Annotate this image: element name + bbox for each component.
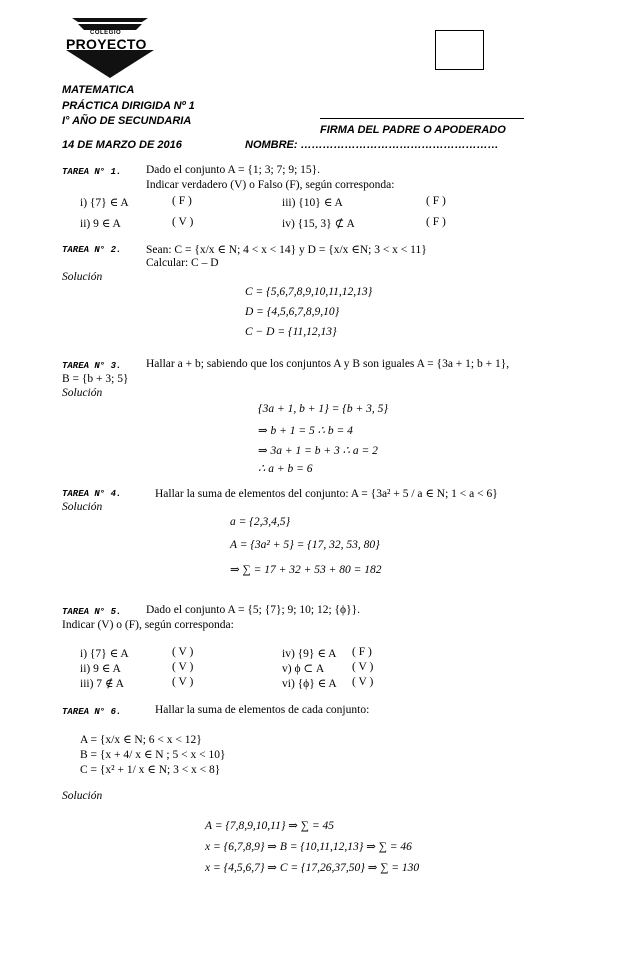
task-6-set-c: C = {x² + 1/ x ∈ N; 3 < x < 8} <box>80 764 221 776</box>
task-1-answer-i: ( F ) <box>172 195 192 207</box>
logo-line1: COLEGIO <box>90 30 122 36</box>
task-1-item-iii: iii) {10} ∈ A <box>282 197 343 209</box>
task-5-answer-i: ( V ) <box>172 646 194 658</box>
task-2-solution-label: Solución <box>62 271 103 283</box>
task-4-statement: Hallar la suma de elementos del conjunto: A = {3a² + 5 / a ∈ N; 1 < a < 6} <box>155 488 498 500</box>
task-2-line-3: C − D = {11,12,13} <box>245 326 337 338</box>
task-6-line-1: A = {7,8,9,10,11} ⇒ ∑ = 45 <box>205 820 335 832</box>
task-4-line-2: A = {3a² + 5} = {17, 32, 53, 80} <box>230 539 380 551</box>
task-2-instruction: Calcular: C – D <box>146 257 219 269</box>
grade-box <box>435 30 484 70</box>
task-6-solution-label: Solución <box>62 790 103 802</box>
task-5-answer-iii: ( V ) <box>172 676 194 688</box>
task-1-statement: Dado el conjunto A = {1; 3; 7; 9; 15}. <box>146 164 321 176</box>
task-5-label: TAREA N° 5. <box>62 607 122 617</box>
signature-line <box>320 118 524 119</box>
name-field: NOMBRE: ……………………………………………… <box>245 139 499 151</box>
task-1-answer-ii: ( V ) <box>172 216 194 228</box>
task-5-answer-ii: ( V ) <box>172 661 194 673</box>
task-2-statement: Sean: C = {x/x ∈ N; 4 < x < 14} y D = {x/x ∈N; 3 < x < 11} <box>146 244 427 256</box>
task-1-answer-iii: ( F ) <box>426 195 446 207</box>
task-3-statement-cont: B = {b + 3; 5} <box>62 373 129 385</box>
task-3-solution-label: Solución <box>62 387 103 399</box>
task-5-answer-v: ( V ) <box>352 661 374 673</box>
task-3-statement: Hallar a + b; sabiendo que los conjuntos A y B son iguales A = {3a + 1; b + 1}, <box>146 358 510 370</box>
task-1-item-i: i) {7} ∈ A <box>80 197 129 209</box>
task-5-instruction: Indicar (V) o (F), según corresponda: <box>62 619 234 631</box>
task-6-statement: Hallar la suma de elementos de cada conjunto: <box>155 704 370 716</box>
task-2-label: TAREA N° 2. <box>62 245 122 255</box>
task-6-set-a: A = {x/x ∈ N; 6 < x < 12} <box>80 734 202 746</box>
task-1-instruction: Indicar verdadero (V) o Falso (F), según corresponda: <box>146 179 395 191</box>
task-5-item-ii: ii) 9 ∈ A <box>80 663 121 675</box>
task-4-label: TAREA N° 4. <box>62 489 122 499</box>
task-6-set-b: B = {x + 4/ x ∈ N ; 5 < x < 10} <box>80 749 226 761</box>
task-5-item-i: i) {7} ∈ A <box>80 648 129 660</box>
subject-title: MATEMATICA <box>62 84 135 96</box>
task-2-line-1: C = {5,6,7,8,9,10,11,12,13} <box>245 286 373 298</box>
task-3-line-1: {3a + 1, b + 1} = {b + 3, 5} <box>258 403 388 415</box>
task-2-line-2: D = {4,5,6,7,8,9,10} <box>245 306 340 318</box>
task-5-answer-vi: ( V ) <box>352 676 374 688</box>
task-3-line-3: ⇒ 3a + 1 = b + 3 ∴ a = 2 <box>258 445 378 457</box>
task-6-label: TAREA N° 6. <box>62 707 122 717</box>
task-5-statement: Dado el conjunto A = {5; {7}; 9; 10; 12; {ϕ}}. <box>146 604 360 616</box>
task-5-item-iv: iv) {9} ∈ A <box>282 648 337 660</box>
date-label: 14 DE MARZO DE 2016 <box>62 139 182 151</box>
task-5-item-v: v) ϕ ⊂ A <box>282 663 325 675</box>
task-4-line-3: ⇒ ∑ = 17 + 32 + 53 + 80 = 182 <box>230 564 382 576</box>
signature-label: FIRMA DEL PADRE O APODERADO <box>320 124 506 136</box>
task-1-item-iv: iv) {15, 3} ⊄ A <box>282 218 355 230</box>
task-1-item-ii: ii) 9 ∈ A <box>80 218 121 230</box>
task-1-answer-iv: ( F ) <box>426 216 446 228</box>
task-3-label: TAREA N° 3. <box>62 361 122 371</box>
task-3-line-2: ⇒ b + 1 = 5 ∴ b = 4 <box>258 425 353 437</box>
task-4-line-1: a = {2,3,4,5} <box>230 516 291 528</box>
school-logo <box>62 16 158 80</box>
practice-title: PRÁCTICA DIRIGIDA Nº 1 <box>62 100 195 112</box>
task-5-item-iii: iii) 7 ∉ A <box>80 678 124 690</box>
grade-label: I° AÑO DE SECUNDARIA <box>62 115 192 127</box>
task-5-answer-iv: ( F ) <box>352 646 372 658</box>
task-6-line-3: x = {4,5,6,7} ⇒ C = {17,26,37,50} ⇒ ∑ = 130 <box>205 862 420 874</box>
task-4-solution-label: Solución <box>62 501 103 513</box>
task-5-item-vi: vi) {ϕ} ∈ A <box>282 678 337 690</box>
logo-line2: PROYECTO <box>66 36 147 52</box>
task-3-line-4: ∴ a + b = 6 <box>258 463 313 475</box>
task-1-label: TAREA N° 1. <box>62 167 122 177</box>
task-6-line-2: x = {6,7,8,9} ⇒ B = {10,11,12,13} ⇒ ∑ = 46 <box>205 841 412 853</box>
